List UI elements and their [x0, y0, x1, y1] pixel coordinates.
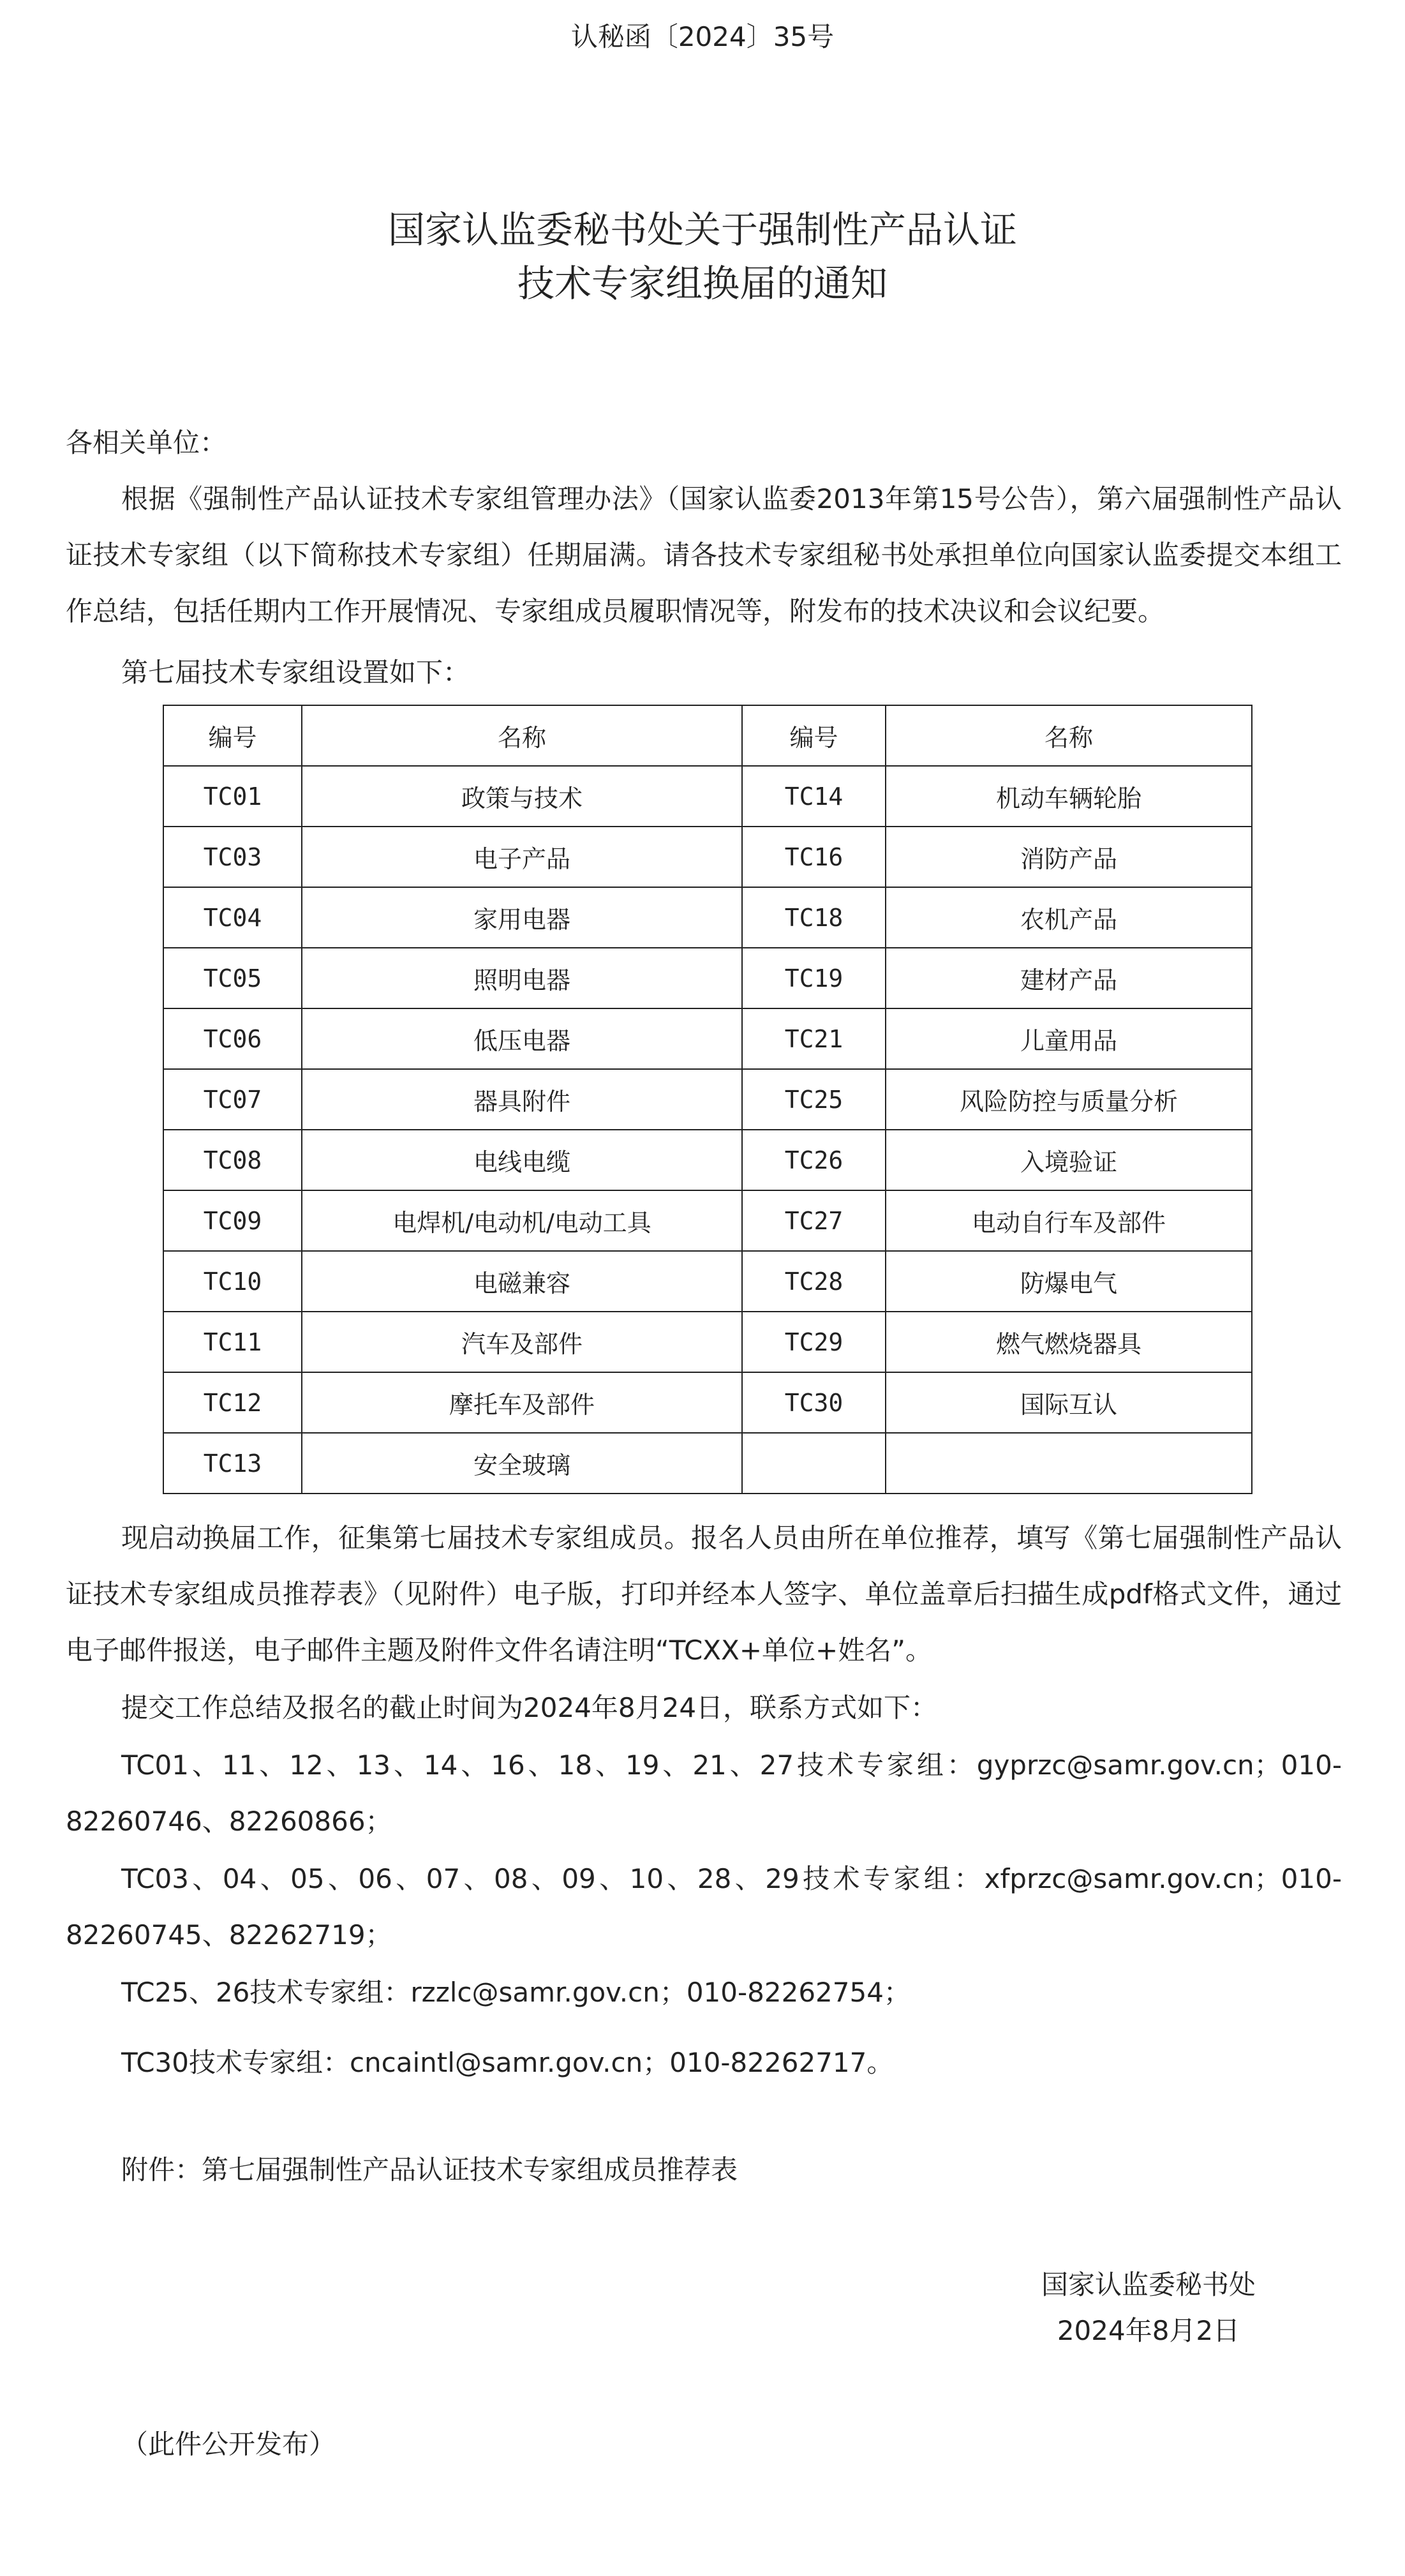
group-code: TC12: [163, 1372, 302, 1433]
group-code: TC06: [163, 1008, 302, 1069]
group-name-empty: [886, 1433, 1252, 1494]
contact-paragraph-3: TC25、26技术专家组：rzzlc@samr.gov.cn；010-82262754；: [121, 1977, 911, 2008]
table-row: [163, 1130, 1252, 1190]
header-name-right: 名称: [886, 705, 1252, 766]
group-name: 入境验证: [886, 1130, 1252, 1190]
group-code: TC21: [742, 1008, 886, 1069]
salutation: 各相关单位：: [66, 427, 227, 458]
group-code: TC03: [163, 827, 302, 887]
group-code: TC08: [163, 1130, 302, 1190]
deadline-paragraph: 提交工作总结及报名的截止时间为2024年8月24日，联系方式如下：: [121, 1692, 938, 1723]
group-name: 风险防控与质量分析: [886, 1069, 1252, 1130]
group-code: TC28: [742, 1251, 886, 1312]
group-code: TC14: [742, 766, 886, 827]
group-code: TC16: [742, 827, 886, 887]
header-code-left: 编号: [163, 705, 302, 766]
group-name: 消防产品: [886, 827, 1252, 887]
group-code: TC10: [163, 1251, 302, 1312]
table-row: [163, 827, 1252, 887]
table-row: [163, 1190, 1252, 1251]
group-name: 安全玻璃: [302, 1433, 742, 1494]
group-name: 建材产品: [886, 948, 1252, 1008]
group-name: 机动车辆轮胎: [886, 766, 1252, 827]
table-row: [163, 887, 1252, 948]
group-name: 电磁兼容: [302, 1251, 742, 1312]
group-name: 电动自行车及部件: [886, 1190, 1252, 1251]
group-name: 国际互认: [886, 1372, 1252, 1433]
group-name: 器具附件: [302, 1069, 742, 1130]
group-code: TC05: [163, 948, 302, 1008]
group-name: 低压电器: [302, 1008, 742, 1069]
table-row: [163, 1251, 1252, 1312]
group-code: TC01: [163, 766, 302, 827]
group-name: 农机产品: [886, 887, 1252, 948]
header-name-left: 名称: [302, 705, 742, 766]
group-name: 电线电缆: [302, 1130, 742, 1190]
group-code-empty: [742, 1433, 886, 1494]
group-code: TC18: [742, 887, 886, 948]
group-code: TC26: [742, 1130, 886, 1190]
contact-paragraph-2: TC03、04、05、06、07、08、09、10、28、29技术专家组：xfprzc@samr.gov.cn；010-82260745、82262719；: [66, 1863, 1342, 1951]
group-code: TC09: [163, 1190, 302, 1251]
group-name: 防爆电气: [886, 1251, 1252, 1312]
setup-intro: 第七届技术专家组设置如下：: [121, 657, 470, 688]
document-number: 认秘函〔2024〕35号: [570, 21, 835, 52]
intro-paragraph: 根据《强制性产品认证技术专家组管理办法》（国家认监委2013年第15号公告），第六届强制性产品认证技术专家组（以下简称技术专家组）任期届满。请各技术专家组秘书处承担单位向国家认监委提交本组工作总结，包括任期内工作开展情况、专家组成员履职情况等，附发布的技术决议和会议纪要。: [66, 483, 1342, 627]
group-code: TC19: [742, 948, 886, 1008]
group-name: 摩托车及部件: [302, 1372, 742, 1433]
table-row: [163, 1008, 1252, 1069]
contact-paragraph-4: TC30技术专家组：cncaintl@samr.gov.cn；010-82262717。: [121, 2047, 894, 2078]
header-code-right: 编号: [742, 705, 886, 766]
group-name: 汽车及部件: [302, 1312, 742, 1372]
table-row: [163, 766, 1252, 827]
group-name: 儿童用品: [886, 1008, 1252, 1069]
signature-date: 2024年8月2日: [1057, 2315, 1240, 2346]
group-code: TC11: [163, 1312, 302, 1372]
expert-group-table: [163, 705, 1253, 1494]
group-name: 照明电器: [302, 948, 742, 1008]
table-row: [163, 1312, 1252, 1372]
publication-note: （此件公开发布）: [121, 2429, 336, 2460]
signature-organization: 国家认监委秘书处: [1041, 2269, 1256, 2300]
group-name: 燃气燃烧器具: [886, 1312, 1252, 1372]
group-code: TC04: [163, 887, 302, 948]
group-code: TC13: [163, 1433, 302, 1494]
table-header-row: [163, 705, 1252, 766]
group-code: TC27: [742, 1190, 886, 1251]
table-row: [163, 948, 1252, 1008]
table-row: [163, 1372, 1252, 1433]
group-name: 家用电器: [302, 887, 742, 948]
group-name: 政策与技术: [302, 766, 742, 827]
group-code: TC07: [163, 1069, 302, 1130]
group-name: 电子产品: [302, 827, 742, 887]
group-code: TC30: [742, 1372, 886, 1433]
contact-paragraph-1: TC01、11、12、13、14、16、18、19、21、27技术专家组：gyprzc@samr.gov.cn；010-82260746、82260866；: [66, 1749, 1342, 1837]
group-code: TC29: [742, 1312, 886, 1372]
recruit-paragraph: 现启动换届工作，征集第七届技术专家组成员。报名人员由所在单位推荐，填写《第七届强制性产品认证技术专家组成员推荐表》（见附件）电子版，打印并经本人签字、单位盖章后扫描生成pdf格式文件，通过电子邮件报送，电子邮件主题及附件文件名请注明“TCXX+单位+姓名”。: [66, 1522, 1342, 1666]
table-row: [163, 1433, 1252, 1494]
group-name: 电焊机/电动机/电动工具: [302, 1190, 742, 1251]
document-title-line-1: 国家认监委秘书处关于强制性产品认证: [387, 208, 1017, 251]
group-code: TC25: [742, 1069, 886, 1130]
table-row: [163, 1069, 1252, 1130]
attachment-line: 附件：第七届强制性产品认证技术专家组成员推荐表: [121, 2154, 738, 2185]
document-title-line-2: 技术专家组换届的通知: [517, 262, 888, 305]
